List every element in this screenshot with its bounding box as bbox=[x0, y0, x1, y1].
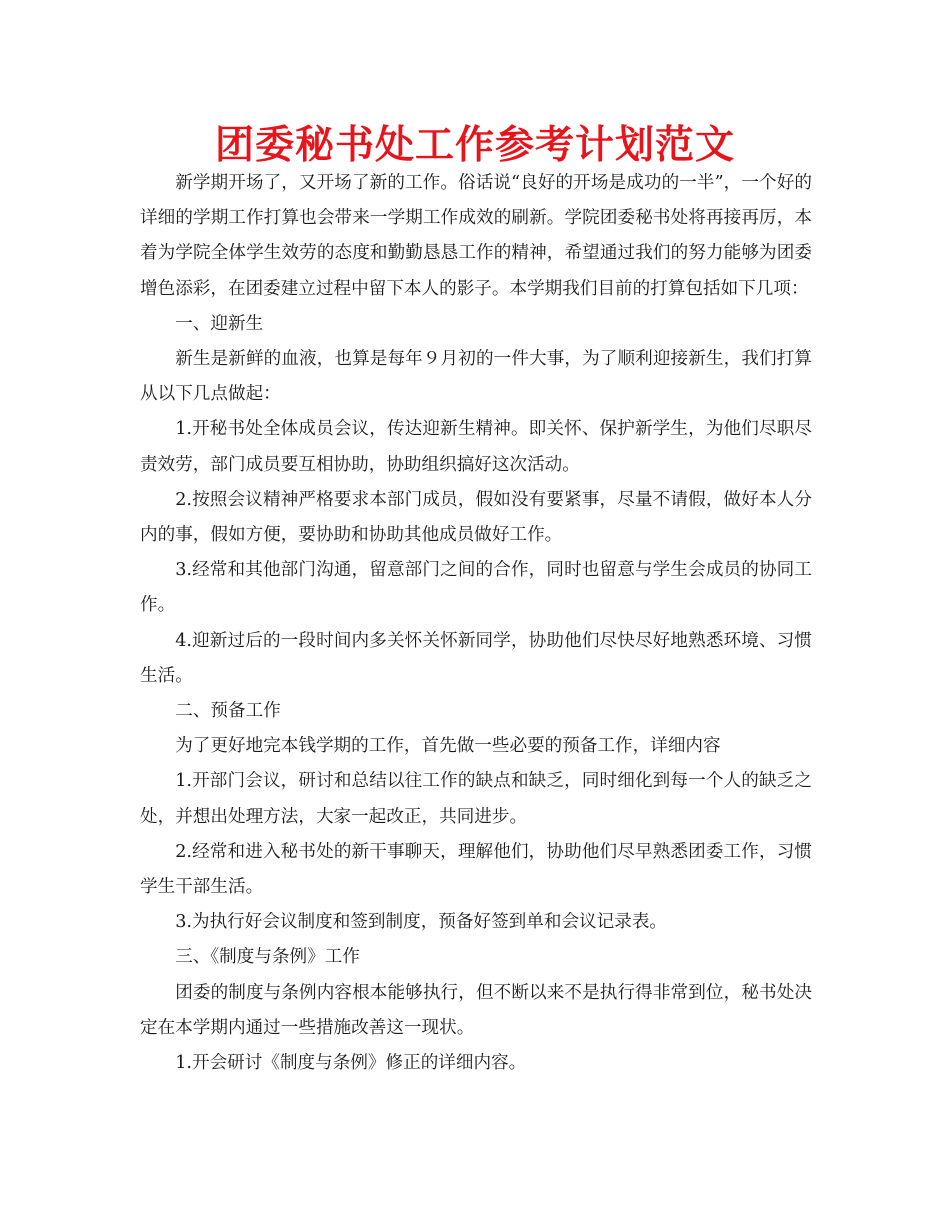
document-title: 团委秘书处工作参考计划范文 bbox=[214, 123, 735, 168]
paragraph-intro: 新学期开场了，又开场了新的工作。俗话说“良好的开场是成功的一半”，一个好的详细的学期工作打算也会带来一学期工作成效的刷新。学院团委秘书处将再接再厉，本着为学院全体学生效劳的态度和勤勤恳恳工作的精神，希望通过我们的努力能够为团委增色添彩，在团委建立过程中留下本人的影子。本学期我们目前的打算包括如下几项： bbox=[140, 173, 812, 299]
list-item-welcome-4: 4.迎新过后的一段时间内多关怀关怀新同学，协助他们尽快尽好地熟悉环境、习惯生活。 bbox=[140, 630, 812, 686]
document-body bbox=[140, 166, 812, 1081]
paragraph-regulations-intro: 团委的制度与条例内容根本能够执行，但不断以来不是执行得非常到位，秘书处决定在本学期内通过一些措施改善这一现状。 bbox=[140, 982, 812, 1038]
list-item-preparation-1: 1.开部门会议，研讨和总结以往工作的缺点和缺乏，同时细化到每一个人的缺乏之处，并想出处理方法，大家一起改正，共同进步。 bbox=[140, 771, 812, 827]
list-item-preparation-3: 3.为执行好会议制度和签到制度，预备好签到单和会议记录表。 bbox=[175, 912, 668, 933]
section-heading-preparation: 二、预备工作 bbox=[175, 701, 281, 722]
section-heading-regulations: 三、《制度与条例》工作 bbox=[175, 947, 360, 968]
list-item-welcome-2: 2.按照会议精神严格要求本部门成员，假如没有要紧事，尽量不请假，做好本人分内的事，假如方便，要协助和协助其他成员做好工作。 bbox=[140, 489, 812, 546]
list-item-welcome-1: 1.开秘书处全体成员会议，传达迎新生精神。即关怀、保护新学生，为他们尽职尽责效劳，部门成员要互相协助，协助组织搞好这次活动。 bbox=[140, 419, 812, 475]
list-item-regulations-1: 1.开会研讨《制度与条例》修正的详细内容。 bbox=[175, 1053, 527, 1074]
section-heading-welcome-freshmen: 一、迎新生 bbox=[175, 313, 264, 334]
list-item-welcome-3: 3.经常和其他部门沟通，留意部门之间的合作，同时也留意与学生会成员的协同工作。 bbox=[140, 560, 812, 616]
paragraph-preparation-intro: 为了更好地完本钱学期的工作，首先做一些必要的预备工作，详细内容 bbox=[175, 736, 721, 757]
paragraph-welcome-intro: 新生是新鲜的血液，也算是每年９月初的一件大事，为了顺利迎接新生，我们打算从以下几点做起： bbox=[140, 349, 812, 405]
list-item-preparation-2: 2.经常和进入秘书处的新干事聊天，理解他们，协助他们尽早熟悉团委工作，习惯学生干部生活。 bbox=[140, 841, 812, 898]
